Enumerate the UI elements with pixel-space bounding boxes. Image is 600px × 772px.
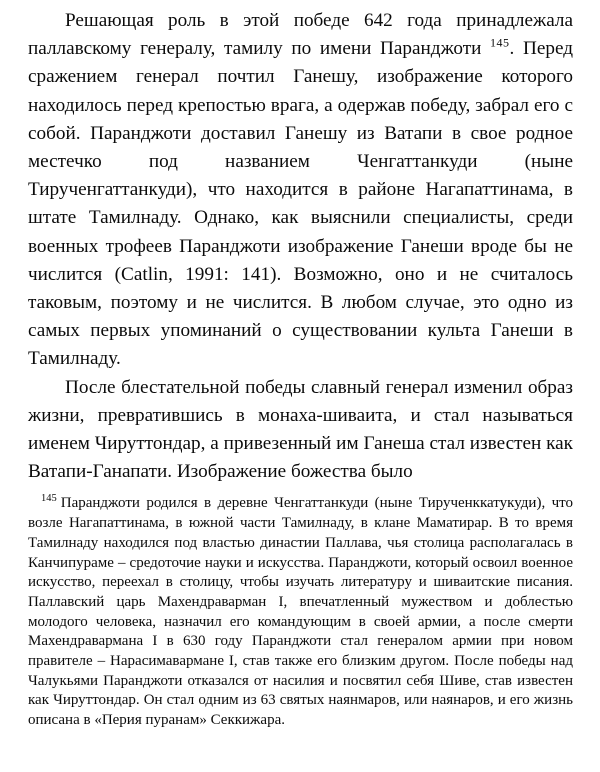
paragraph-1-text-before-ref: Решающая роль в этой победе 642 года принадлежала паллавскому генералу, тамилу по имени Паранджоти <box>28 10 573 60</box>
paragraph-2: После блестательной победы славный генерал изменил образ жизни, превратившись в монаха-шиваита, и стал называться именем Чируттондар, а привезенный им Ганеша стал известен как Ватапи-Ганапати. Изображение божества было <box>28 376 573 483</box>
footnote-marker: 145 <box>41 493 57 505</box>
footnote-text: Паранджоти родился в деревне Ченгаттанкуди (ныне Тирученккатукуди), что возле Нагапаттинама, в южной части Тамилнаду, в клане Маматирар. В то время Тамилнаду находился под властью династии Паллава, чья столица располагалась в Канчипураме – средоточие науки и искусства. Паранджоти, который освоил военное искусство, переехал в столицу, чтобы изучать литературу и шиваитские писания. Паллавский царь Махендраварман I, впечатленный мужеством и доблестью молодого человека, назначил его командующим в своей армии, а после смерти Махендравармана I в 630 году Паранджоти стал генералом армии при новом правителе – Нарасимавармане I, став также его близким другом. После победы над Чалукьями Паранджоти отказался от насилия и посвятил себя Шиве, став известен как Чируттондар. Он стал одним из 63 святых наянмаров, или наянаров, и его жизнь описана в «Перия пуранам» Секкижара. <box>28 495 573 729</box>
footnote-ref: 145 <box>490 35 510 50</box>
footnote <box>28 494 573 730</box>
paragraph-1-text-after-ref: . Перед сражением генерал почтил Ганешу, изображение которого находилось перед крепостью врага, а одержав победу, забрал его с собой. Паранджоти доставил Ганешу из Ватапи в свое родное местечко под названием Ченгаттанкуди (ныне Тирученгаттанкуди), что находится в районе Нагапаттинама, в штате Тамилнаду. Однако, как выяснили специалисты, среди военных трофеев Паранджоти изображение Ганеши вроде бы не числится (Catlin, 1991: 141). Возможно, оно и не считалось таковым, поэтому и не числится. В любом случае, это одно из самых первых упоминаний о существовании культа Ганеши в Тамилнаду. <box>28 38 573 370</box>
paragraph-1 <box>28 7 573 374</box>
